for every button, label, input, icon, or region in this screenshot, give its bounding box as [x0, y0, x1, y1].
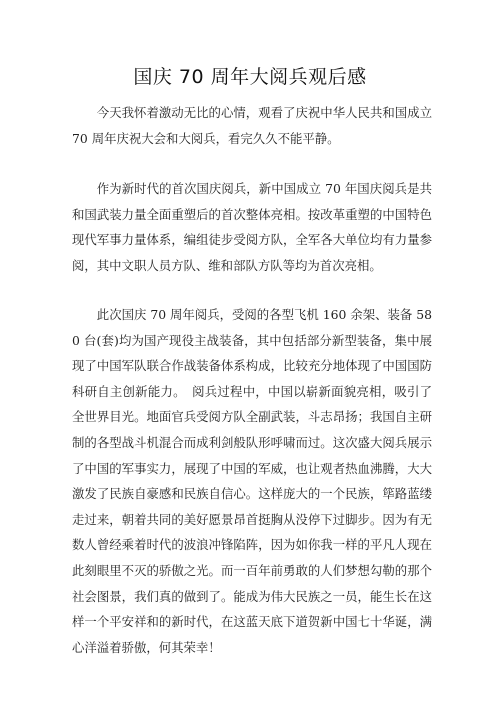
paragraph-equipment-and-reflection: 此次国庆 70 周年阅兵，受阅的各型飞机 160 余架、装备 580 台(套)均为国产现役主战装备，其中包括部分新型装备，集中展现了中国军队联合作战装备体系构成，比较充分地体现了中国国防科研自主创新能力。 阅兵过程中，中国以崭新面貌亮相，吸引了全世界目光。地面官兵受阅方队全副武装，斗志昂扬；我国自主研制的各型战斗机混合而成利剑般队形呼啸而过。这次盛大阅兵展示了中国的军事实力，展现了中国的军威，也让观者热血沸腾，大大激发了民族自豪感和民族自信心。这样庞大的一个民族，筚路蓝缕走过来，朝着共同的美好愿景昂首挺胸从没停下过脚步。因为有无数人曾经乘着时代的波浪冲锋陷阵，因为如你我一样的平凡人现在此刻眼里不灭的骄傲之光。而一百年前勇敢的人们梦想勾勒的那个社会图景，我们真的做到了。能成为伟大民族之一员，能生长在这样一个平安祥和的新时代，在这蓝天底下道贺新中国七十华诞，满心洋溢着骄傲，何其荣幸！: [72, 307, 432, 655]
paragraph-new-era-parade: 作为新时代的首次国庆阅兵，新中国成立 70 年国庆阅兵是共和国武装力量全面重塑后的首次整体亮相。按改革重塑的中国特色现代军事力量体系，编组徒步受阅方队，全军各大单位均有力量参阅，其中文职人员方队、维和部队方队等均为首次亮相。: [72, 181, 432, 273]
paragraph-intro: 今天我怀着激动无比的心情，观看了庆祝中华人民共和国成立 70 周年庆祝大会和大阅兵，看完久久不能平静。: [72, 105, 432, 146]
document-title: 国庆 70 周年大阅兵观后感: [133, 66, 367, 88]
